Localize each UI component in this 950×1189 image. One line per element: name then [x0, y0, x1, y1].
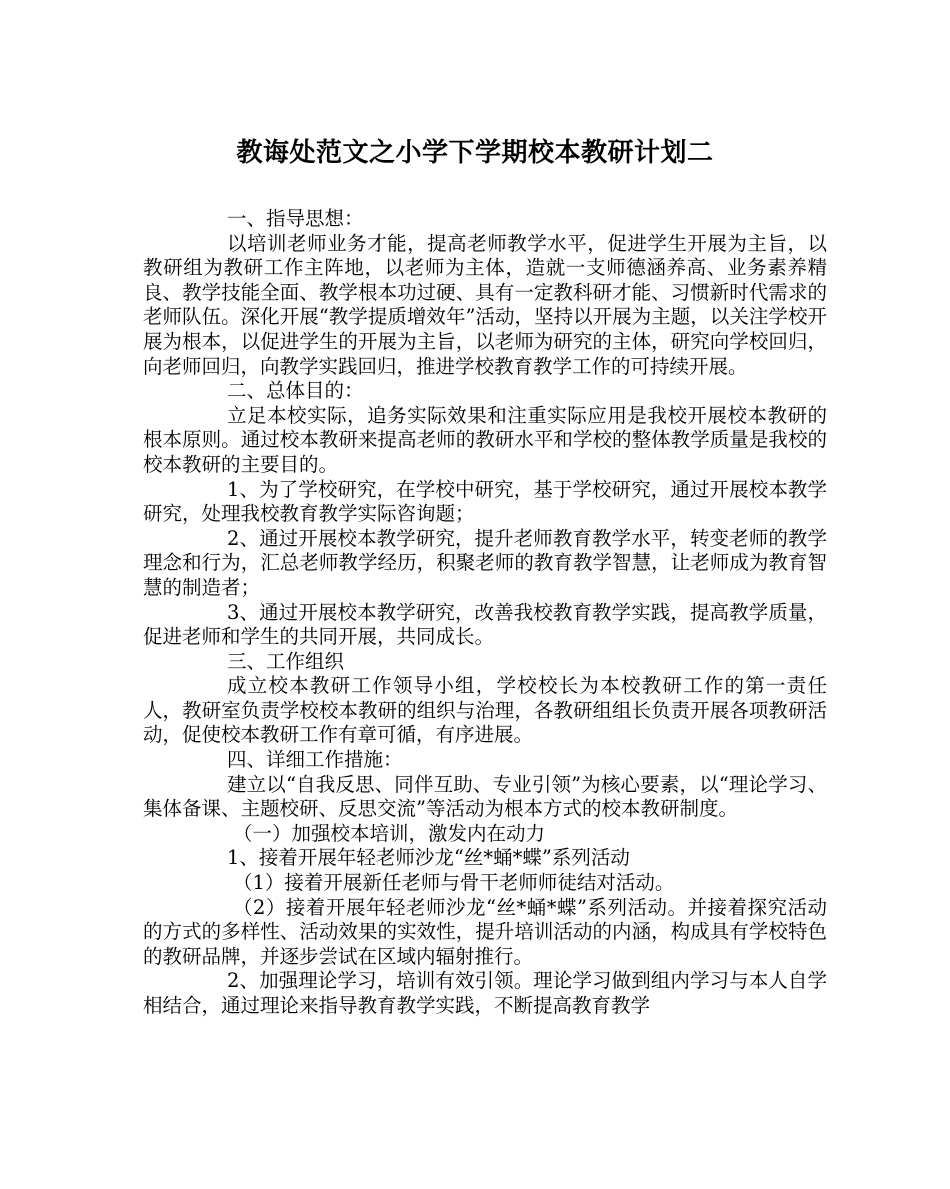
paragraph: 建立以“自我反思、同伴互助、专业引领”为核心要素，以“理论学习、集体备课、主题校研、反思交流”等活动为根本方式的校本教研制度。: [143, 772, 827, 821]
paragraph: 立足本校实际，追务实际效果和注重实际应用是我校开展校本教研的根本原则。通过校本教研来提高老师的教研水平和学校的整体教学质量是我校的校本教研的主要目的。: [143, 403, 827, 476]
section-heading-overall-goal: 二、总体目的：: [227, 379, 364, 403]
subsection-heading: （一）加强校本培训，激发内在动力: [233, 821, 546, 845]
paragraph: 成立校本教研工作领导小组，学校校长为本校教研工作的第一责任人，教研室负责学校校本教研的组织与治理，各教研组组长负责开展各项教研活动，促使校本教研工作有章可循，有序进展。: [143, 674, 827, 747]
list-item: （1）接着开展新任老师与骨干老师师徒结对活动。: [233, 871, 675, 895]
page-title: 教诲处范文之小学下学期校本教研计划二: [236, 138, 714, 168]
list-item: 3、通过开展校本教学研究，改善我校教育教学实践，提高教学质量，促进老师和学生的共同开展，共同成长。: [143, 600, 827, 649]
section-heading-organization: 三、工作组织: [227, 649, 345, 673]
list-item: 1、接着开展年轻老师沙龙“丝*蛹*蝶”系列活动: [227, 846, 630, 870]
section-heading-guiding-thought: 一、指导思想：: [227, 207, 364, 230]
document-body: [143, 207, 827, 1019]
list-item: 1、为了学校研究，在学校中研究，基于学校研究，通过开展校本教学研究，处理我校教育教学实际咨询题；: [143, 477, 827, 526]
list-item: 2、加强理论学习，培训有效引领。理论学习做到组内学习与本人自学相结合，通过理论来指导教育教学实践，不断提高教育教学: [143, 969, 827, 1017]
list-item: 2、通过开展校本教学研究，提升老师教育教学水平，转变老师的教学理念和行为，汇总老师教学经历，积聚老师的教育教学智慧，让老师成为教育智慧的制造者；: [143, 526, 827, 599]
paragraph: 以培训老师业务才能，提高老师教学水平，促进学生开展为主旨，以教研组为教研工作主阵地，以老师为主体，造就一支师德涵养高、业务素养精良、教学技能全面、教学根本功过硬、具有一定教科研才能、习惯新时代需求的老师队伍。深化开展“教学提质增效年”活动，坚持以开展为主题，以关注学校开展为根本，以促进学生的开展为主旨，以老师为研究的主体，研究向学校回归，向老师回归，向教学实践回归，推进学校教育教学工作的可持续开展。: [143, 231, 827, 378]
list-item: （2）接着开展年轻老师沙龙“丝*蛹*蝶”系列活动。并接着探究活动的方式的多样性、活动效果的实效性，提升培训活动的内涵，构成具有学校特色的教研品牌，并逐步尝试在区域内辐射推行。: [143, 895, 827, 968]
section-heading-measures: 四、详细工作措施：: [227, 748, 403, 772]
